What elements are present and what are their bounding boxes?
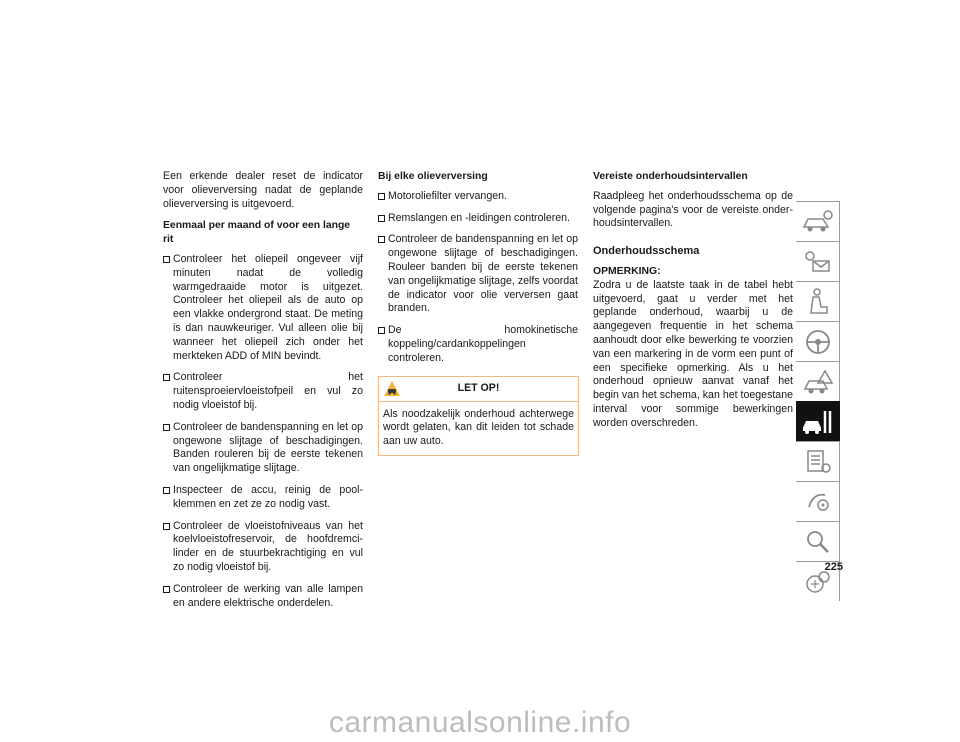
watermark: carmanualsonline.info bbox=[328, 706, 632, 739]
tab-seat-safety[interactable] bbox=[796, 281, 840, 321]
list-item: De homokinetische koppeling/cardankoppelingen controleren. bbox=[378, 324, 578, 365]
magnifier-icon bbox=[801, 527, 835, 557]
list-item: Controleer het oliepeil ongeveer vijf minuten nadat de volledig warmgedraaide motor is uitgezet. Controleer het oliepeil als de auto op een vlakke ondergrond staat. De meting is dan nauwkeuriger. Vul alleen olie bij wanneer het oliepeil zich onder het merkteken ADD of MIN bevindt. bbox=[163, 253, 363, 363]
list-item: Controleer de bandenspanning en let op ongewone slijtage of beschadigingen. Rouleer banden bij de eerste tekenen van ongelijkmatige slijtage, zelfs voordat de indicator voor olie verversen gaat branden. bbox=[378, 233, 578, 316]
checkbox-icon bbox=[163, 256, 170, 263]
intervals-heading: Vereiste onderhoudsintervallen bbox=[593, 171, 748, 182]
column-middle bbox=[378, 170, 578, 456]
checkbox-icon bbox=[163, 586, 170, 593]
tab-emergency[interactable] bbox=[796, 361, 840, 401]
car-emergency-icon bbox=[801, 367, 835, 397]
tab-multimedia[interactable] bbox=[796, 481, 840, 521]
caution-header bbox=[379, 377, 578, 402]
seat-safety-icon bbox=[801, 287, 835, 317]
note-label: OPMERKING: bbox=[593, 265, 661, 277]
caution-text: Als noodzakelijk onderhoud achterwege wordt gelaten, kan dit leiden tot schade aan uw auto. bbox=[383, 407, 574, 448]
oil-change-heading: Bij elke olieverversing bbox=[378, 171, 488, 182]
note-paragraph: Zodra u de laatste taak in de tabel hebt uitgevoerd, gaat u verder met het geplande onderhoud, waarbij u de aangegeven frequentie in het schema aanhoudt door elke bewerking te voorzien van een markering in de vorm een punt of een specifieke opmerking. Als u het onderhoud opnieuw aanvat vanaf het begin van het schema, kan het toegestane interval voor sommige bewerkingen worden overschreden. bbox=[593, 278, 793, 429]
column-right bbox=[593, 170, 793, 439]
warning-car-icon bbox=[383, 380, 401, 397]
list-item: Controleer de bandenspanning en let op ongewone slijtage of beschadigingen. Banden rouleren bij de eerste tekenen van ongelijkmatige slijtage. bbox=[163, 421, 363, 476]
list-item: Motoroliefilter vervangen. bbox=[378, 190, 578, 204]
list-item: Controleer de vloeistofniveaus van het koelvloeistofreservoir, de hoofdremcilinder en de stuurbekrachtiging en vul zo nodig vloeistof bij. bbox=[163, 520, 363, 575]
page-number: 225 bbox=[824, 561, 843, 573]
oil-change-checklist bbox=[378, 190, 578, 366]
intervals-paragraph: Raadpleeg het onderhoudsschema op de volgende pagina's voor de vereiste onderhoudsintervallen. bbox=[593, 189, 793, 230]
checkbox-icon bbox=[163, 374, 170, 381]
list-item: Inspecteer de accu, reinig de poolklemmen en zet ze zo nodig vast. bbox=[163, 484, 363, 512]
list-item: Controleer het ruitensproeiervloeistofpeil en vul zo nodig vloeistof bij. bbox=[163, 371, 363, 412]
list-item: Controleer de werking van alle lampen en andere elektrische onderdelen. bbox=[163, 583, 363, 611]
tab-steering[interactable] bbox=[796, 321, 840, 361]
monthly-checklist bbox=[163, 253, 363, 610]
tab-car-info[interactable] bbox=[796, 201, 840, 241]
list-item: Remslangen en -leidingen controleren. bbox=[378, 212, 578, 226]
safety-mail-icon bbox=[801, 247, 835, 277]
tab-index[interactable] bbox=[796, 521, 840, 561]
steering-wheel-icon bbox=[801, 327, 835, 357]
tab-safety[interactable] bbox=[796, 241, 840, 281]
car-service-tools-icon bbox=[801, 407, 835, 437]
checkbox-icon bbox=[378, 193, 385, 200]
schedule-heading: Onderhoudsschema bbox=[593, 245, 700, 258]
multimedia-icon bbox=[801, 487, 835, 517]
checkbox-icon bbox=[378, 215, 385, 222]
checkbox-icon bbox=[163, 487, 170, 494]
caution-box bbox=[378, 376, 579, 456]
tab-specifications[interactable] bbox=[796, 441, 840, 481]
tab-service-maintenance[interactable] bbox=[796, 401, 840, 441]
intro-paragraph: Een erkende dealer reset de indicator voor olieverversing nadat de geplande olieverversing is uitgevoerd. bbox=[163, 170, 363, 210]
checkbox-icon bbox=[163, 424, 170, 431]
car-info-icon bbox=[801, 207, 835, 237]
monthly-heading: Eenmaal per maand of voor een lange rit bbox=[163, 220, 351, 246]
spec-list-icon bbox=[801, 447, 835, 477]
caution-title: LET OP! bbox=[457, 381, 500, 394]
checkbox-icon bbox=[378, 327, 385, 334]
checkbox-icon bbox=[163, 523, 170, 530]
checkbox-icon bbox=[378, 236, 385, 243]
column-left bbox=[163, 170, 363, 618]
